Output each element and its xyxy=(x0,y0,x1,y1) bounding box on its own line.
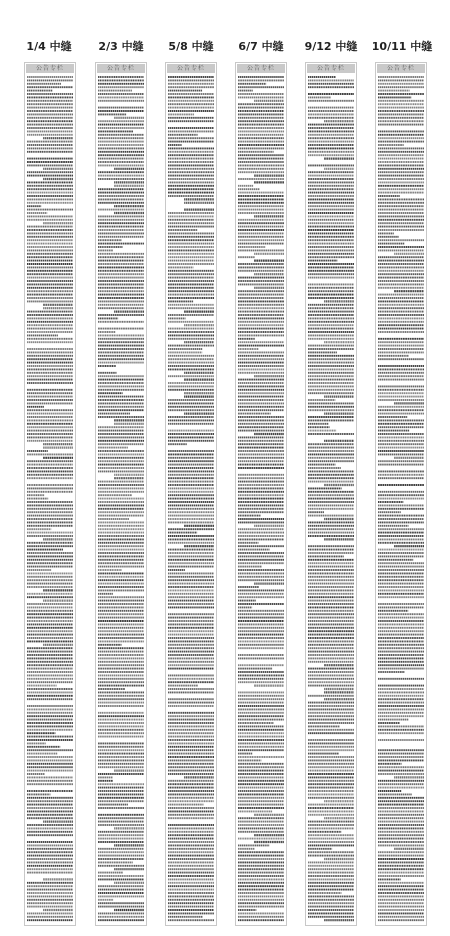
strip-header: 公告专栏 xyxy=(167,64,215,73)
dense-text-block xyxy=(308,76,354,923)
dense-text-block xyxy=(238,76,284,923)
text-lines xyxy=(168,76,214,923)
strip-header: 公告专栏 xyxy=(97,64,145,73)
dense-text-block xyxy=(27,76,73,923)
text-lines xyxy=(308,76,354,923)
column-label-6-7: 6/7 中缝 xyxy=(238,40,284,53)
column-label-10-11: 10/11 中缝 xyxy=(371,40,433,53)
column-label-2-3: 2/3 中缝 xyxy=(98,40,144,53)
dense-text-block xyxy=(378,76,424,923)
text-lines xyxy=(27,76,73,923)
dense-text-block xyxy=(98,76,144,923)
announcement-strip-5-8 xyxy=(165,62,217,926)
column-label-5-8: 5/8 中缝 xyxy=(168,40,214,53)
strip-header: 公告专栏 xyxy=(26,64,74,73)
announcement-strip-10-11 xyxy=(375,62,427,926)
announcement-strip-2-3 xyxy=(95,62,147,926)
strip-header: 公告专栏 xyxy=(377,64,425,73)
announcement-strip-9-12 xyxy=(305,62,357,926)
text-lines xyxy=(238,76,284,923)
strip-header: 公告专栏 xyxy=(237,64,285,73)
announcement-strip-1-4 xyxy=(24,62,76,926)
announcement-strip-6-7 xyxy=(235,62,287,926)
text-lines xyxy=(98,76,144,923)
dense-text-block xyxy=(168,76,214,923)
text-lines xyxy=(378,76,424,923)
strip-header: 公告专栏 xyxy=(307,64,355,73)
column-label-1-4: 1/4 中缝 xyxy=(26,40,72,53)
column-label-9-12: 9/12 中缝 xyxy=(304,40,358,53)
